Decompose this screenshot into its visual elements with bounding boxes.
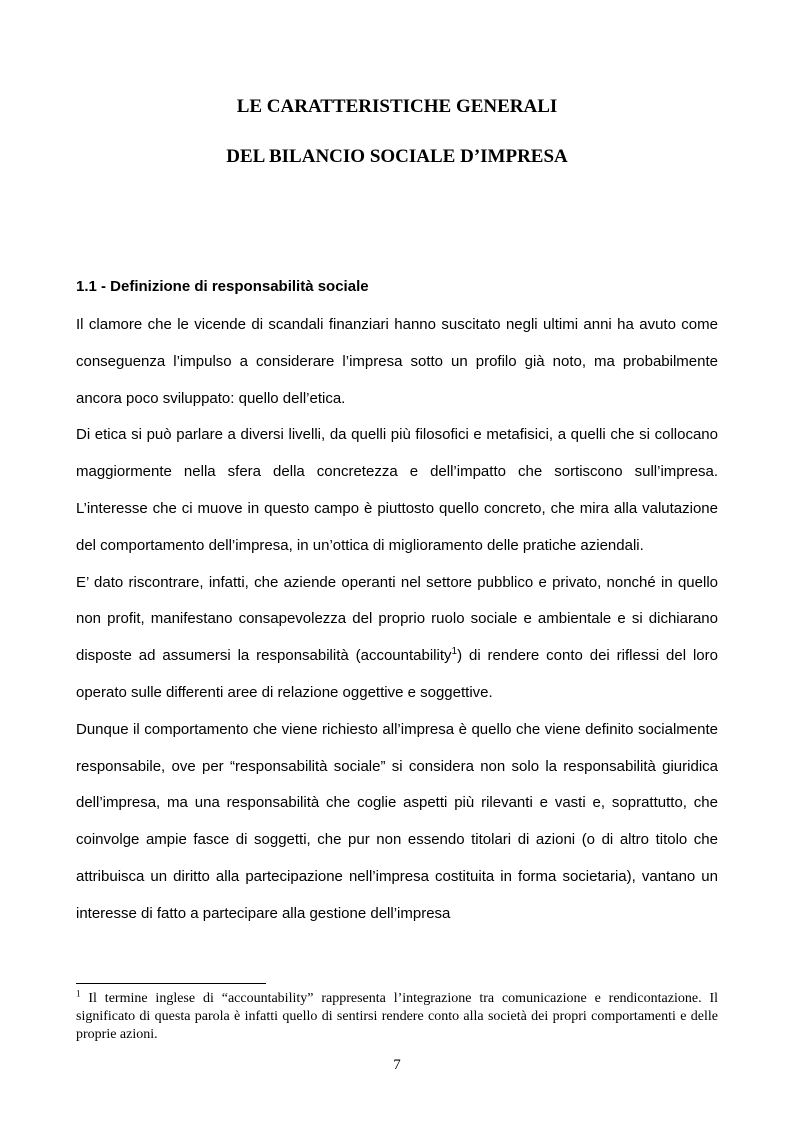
section-heading: 1.1 - Definizione di responsabilità sociale [76, 278, 369, 295]
body-text [76, 307, 718, 933]
paragraph-3 [76, 565, 718, 712]
chapter-title-line-2: DEL BILANCIO SOCIALE D’IMPRESA [226, 146, 568, 167]
footnote-separator [76, 983, 266, 984]
paragraph-3-text-before: E’ dato riscontrare, infatti, che aziende operanti nel settore pubblico e privato, nonché in quello non profit, manifestano consapevolezza del proprio ruolo sociale e ambientale e si dichiarano disposte ad assumersi la responsabilità (accountability [76, 573, 718, 665]
chapter-title-line-1: LE CARATTERISTICHE GENERALI [236, 96, 558, 117]
paragraph-2: Di etica si può parlare a diversi livelli, da quelli più filosofici e metafisici, a quelli che si collocano maggiormente nella sfera della concretezza e dell’impatto che sortiscono sull’impresa. L’interesse che ci muove in questo campo è piuttosto quello concreto, che mira alla valutazione del comportamento dell’impresa, in un’ottica di miglioramento delle pratiche aziendali. [76, 426, 718, 554]
footnote-number: 1 [76, 988, 81, 999]
page-number: 7 [393, 1057, 401, 1073]
footnote-text: Il termine inglese di “accountability” rappresenta l’integrazione tra comunicazione e rendicontazione. Il significato di questa parola è infatti quello di sentirsi rendere conto alla società dei propri comportamenti e delle proprie azioni. [76, 991, 718, 1042]
footnote-reference: 1 [451, 646, 458, 658]
paragraph-3-text-after: ) di rendere conto dei riflessi del loro operato sulle differenti aree di relazione oggettive e soggettive. [76, 647, 718, 701]
footnote [76, 990, 718, 1044]
paragraph-4: Dunque il comportamento che viene richiesto all’impresa è quello che viene definito socialmente responsabile, ove per “responsabilità sociale” si considera non solo la responsabilità giuridica dell’impresa, ma una responsabilità che coglie aspetti più rilevanti e vasti e, soprattutto, che coinvolge ampie fasce di soggetti, che pur non essendo titolari di azioni (o di altro titolo che attribuisca un diritto alla partecipazione nell’impresa costituita in forma societaria), vantano un interesse di fatto a partecipare alla gestione dell’impresa [76, 720, 718, 922]
paragraph-1: Il clamore che le vicende di scandali finanziari hanno suscitato negli ultimi anni ha avuto come conseguenza l’impulso a considerare l’impresa sotto un profilo già noto, ma probabilmente ancora poco sviluppato: quello dell’etica. [76, 316, 718, 407]
